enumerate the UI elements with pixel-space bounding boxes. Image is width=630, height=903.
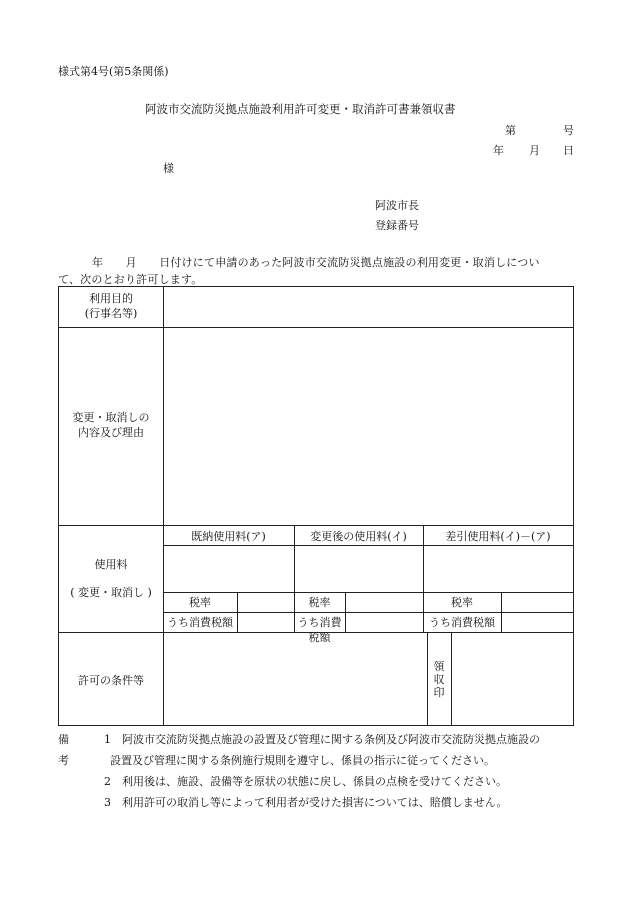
fee-sub-divider-2 <box>345 592 346 632</box>
note-text: 利用許可の取消し等によって利用者が受けた損害については、賠償しません。 <box>122 796 508 809</box>
body-text-line-2: て、次のとおり許可します。 <box>58 273 203 286</box>
issuer-name: 阿波市長 <box>375 199 419 212</box>
receipt-divider-right <box>451 632 452 725</box>
form-number: 様式第4号(第5条関係) <box>58 65 169 78</box>
number-suffix: 号 <box>563 124 574 137</box>
fee-header-divider <box>163 545 573 546</box>
addressee-honorific: 様 <box>163 162 174 175</box>
tax-rate-label-1: 税率 <box>189 596 211 609</box>
fee-header-paid: 既納使用料(ア) <box>191 530 266 543</box>
body-text-line-1: 年 月 日付けにて申請のあった阿波市交流防災拠点施設の利用変更・取消しについ <box>92 256 540 269</box>
permit-table <box>58 286 574 726</box>
number-prefix: 第 <box>505 124 516 137</box>
row-divider-change <box>59 525 573 526</box>
date-day: 日 <box>563 144 574 157</box>
fee-sub-divider-3 <box>501 592 502 632</box>
note-number: 3 <box>104 796 111 809</box>
note-text: 利用後は、施設、設備等を原状の状態に戻し、係員の点検を受けてください。 <box>122 775 507 788</box>
label-column-divider <box>163 287 164 725</box>
fee-consumption-divider <box>163 612 573 613</box>
fee-tax-divider <box>163 592 573 593</box>
fee-header-changed: 変更後の使用料(イ) <box>310 530 407 543</box>
consumption-tax-label-2: うち消費税額 <box>297 616 342 644</box>
note-number: 1 <box>104 733 111 746</box>
note-text: 阿波市交流防災拠点施設の設置及び管理に関する条例及び阿波市交流防災拠点施設の <box>122 733 540 746</box>
note-number: 2 <box>104 775 111 788</box>
receipt-stamp-label: 領 収 印 <box>433 660 445 699</box>
registration-number: 登録番号 <box>375 219 419 232</box>
tax-rate-label-3: 税率 <box>451 596 473 609</box>
receipt-divider-left <box>427 632 428 725</box>
conditions-label: 許可の条件等 <box>78 674 144 687</box>
tax-rate-label-2: 税率 <box>308 596 331 609</box>
change-reason-label: 変更・取消しの 内容及び理由 <box>72 411 150 439</box>
consumption-tax-label-3: うち消費税額 <box>429 616 495 629</box>
fee-label: 使用料 <box>94 558 128 571</box>
document-title: 阿波市交流防災拠点施設利用許可変更・取消許可書兼領収書 <box>145 102 456 116</box>
row-divider-purpose <box>59 327 573 328</box>
notes-label: 備考 <box>58 733 69 767</box>
note-text-continuation: 設置及び管理に関する条例施行規則を遵守し、係員の指示に従ってください。 <box>110 754 495 767</box>
fee-sub-divider-1 <box>237 592 238 632</box>
date-year: 年 <box>493 144 504 157</box>
fee-header-difference: 差引使用料(イ)－(ア) <box>445 530 551 543</box>
purpose-label: 利用目的 (行事名等) <box>84 292 138 320</box>
date-month: 月 <box>529 144 540 157</box>
fee-sublabel: ( 変更・取消し ) <box>70 586 152 599</box>
consumption-tax-label-1: うち消費税額 <box>167 616 233 629</box>
